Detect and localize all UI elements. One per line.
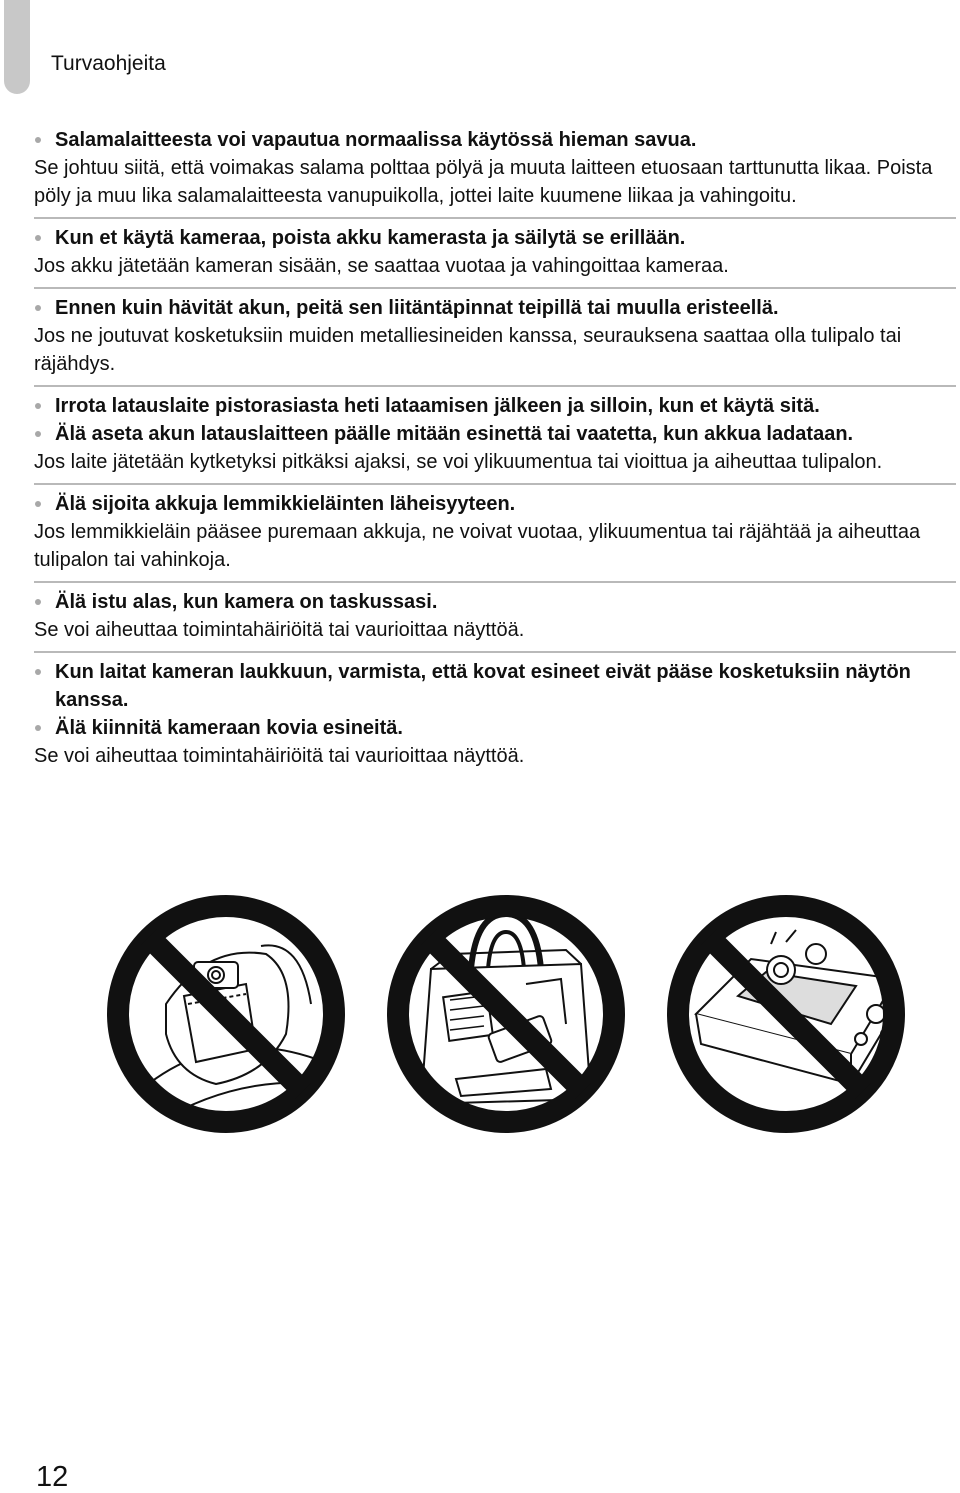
warning-heading: Älä istu alas, kun kamera on taskussasi. <box>34 588 956 616</box>
warning-heading: Älä sijoita akkuja lemmikkieläinten läheisyyteen. <box>34 490 956 518</box>
safety-block <box>34 485 956 583</box>
safety-instructions <box>34 124 956 777</box>
section-title: Turvaohjeita <box>51 52 166 75</box>
warning-explanation: Jos akku jätetään kameran sisään, se saattaa vuotaa ja vahingoittaa kameraa. <box>34 255 729 277</box>
safety-block <box>34 124 956 219</box>
warning-heading: Irrota latauslaite pistorasiasta heti lataamisen jälkeen ja silloin, kun et käytä sitä. <box>34 392 956 420</box>
safety-block <box>34 289 956 387</box>
warning-heading: Älä aseta akun latauslaitteen päälle mitään esinettä tai vaatetta, kun akkua ladataan. <box>34 420 956 448</box>
warning-heading: Kun laitat kameran laukkuun, varmista, että kovat esineet eivät pääse kosketuksiin näytön kanssa. <box>34 658 956 714</box>
warning-heading: Salamalaitteesta voi vapautua normaalissa käytössä hieman savua. <box>34 126 956 154</box>
safety-block <box>34 219 956 289</box>
no-camera-in-bag-with-hard-objects-icon <box>376 884 636 1144</box>
section-tab-marker <box>4 0 30 94</box>
safety-block <box>34 387 956 485</box>
warning-heading: Kun et käytä kameraa, poista akku kamerasta ja säilytä se erillään. <box>34 224 956 252</box>
safety-block <box>34 653 956 777</box>
warning-heading: Älä kiinnitä kameraan kovia esineitä. <box>34 714 956 742</box>
prohibition-illustrations <box>96 884 916 1144</box>
warning-explanation: Se voi aiheuttaa toimintahäiriöitä tai vaurioittaa näyttöä. <box>34 745 525 767</box>
warning-heading: Ennen kuin hävität akun, peitä sen liitäntäpinnat teipillä tai muulla eristeellä. <box>34 294 956 322</box>
warning-explanation: Jos ne joutuvat kosketuksiin muiden metalliesineiden kanssa, seurauksena saattaa olla tulipalo tai räjähdys. <box>34 325 902 375</box>
no-hard-objects-attached-to-camera-icon <box>656 884 916 1144</box>
warning-explanation: Jos laite jätetään kytketyksi pitkäksi ajaksi, se voi ylikuumentua tai vioittua ja aiheuttaa tulipalon. <box>34 451 883 473</box>
page-number: 12 <box>36 1461 69 1493</box>
warning-explanation: Jos lemmikkieläin pääsee puremaan akkuja, ne voivat vuotaa, ylikuumentua tai räjähtää ja aiheuttaa tulipalon tai vahinkoja. <box>34 521 921 571</box>
warning-explanation: Se johtuu siitä, että voimakas salama polttaa pölyä ja muuta laitteen etuosaan tarttunutta likaa. Poista pöly ja muu lika salamalaitteesta vanupuikolla, jottei laite kuumene liikaa ja vahingoitu. <box>34 157 933 207</box>
safety-block <box>34 583 956 653</box>
warning-explanation: Se voi aiheuttaa toimintahäiriöitä tai vaurioittaa näyttöä. <box>34 619 525 641</box>
no-sitting-with-camera-in-pocket-icon <box>96 884 356 1144</box>
